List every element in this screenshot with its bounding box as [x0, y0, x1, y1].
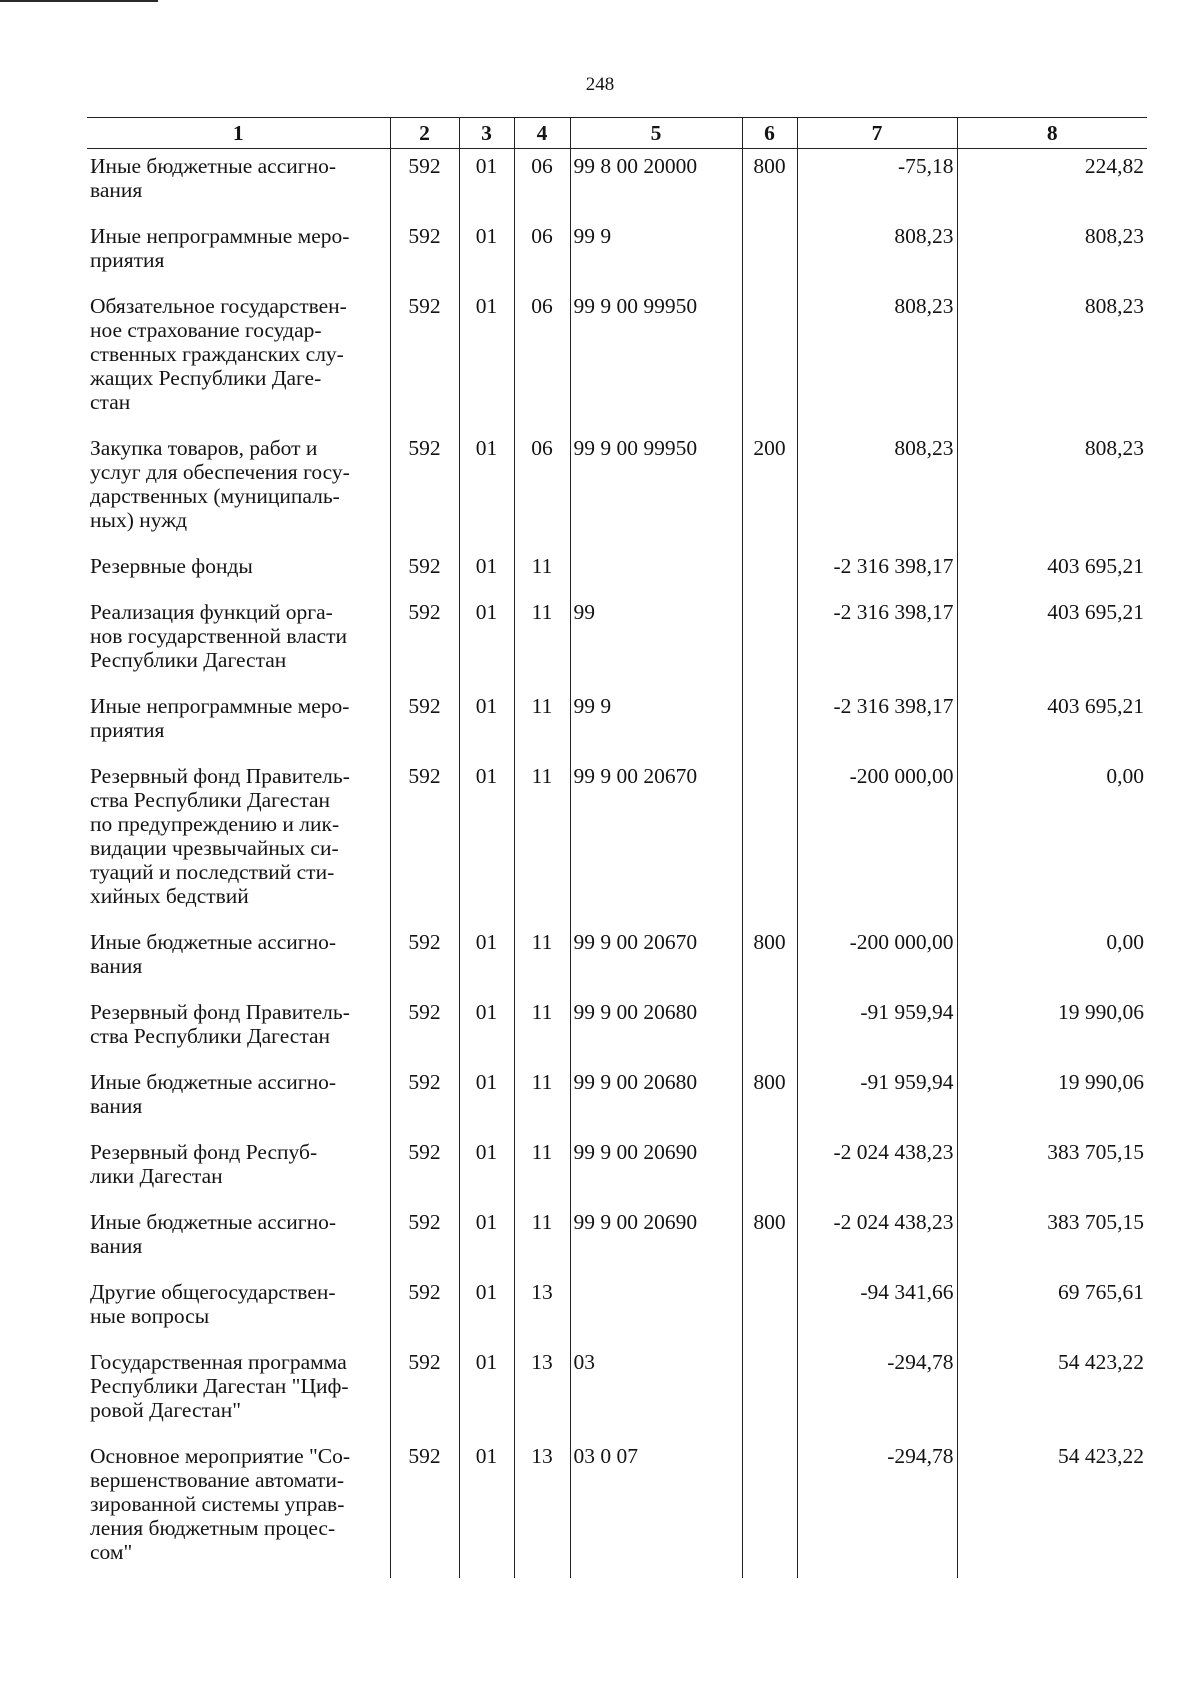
cell-section-code: 01	[459, 689, 514, 759]
cell-admin-code: 592	[390, 149, 459, 220]
cell-name-line: ные вопросы	[90, 1304, 210, 1328]
cell-total-amount: 69 765,61	[957, 1275, 1147, 1345]
cell-change-amount: -75,18	[797, 149, 957, 220]
cell-name	[87, 549, 390, 595]
header-col-5: 5	[570, 118, 742, 149]
cell-target-article: 99 9 00 20670	[570, 925, 742, 995]
cell-target-article	[570, 549, 742, 595]
cell-expense-type	[742, 595, 797, 689]
cell-change-amount: -91 959,94	[797, 995, 957, 1065]
cell-total-amount: 224,82	[957, 149, 1147, 220]
table-row	[87, 759, 1147, 925]
cell-name-line: видации чрезвычайных си-	[90, 836, 339, 860]
cell-name-line: жащих Республики Даге-	[90, 366, 322, 390]
cell-name-line: Основное мероприятие "Со-	[90, 1444, 351, 1468]
table-row	[87, 431, 1147, 549]
cell-name-line: дарственных (муниципаль-	[90, 484, 340, 508]
cell-section-code: 01	[459, 1345, 514, 1439]
cell-total-amount: 403 695,21	[957, 595, 1147, 689]
cell-change-amount: -2 316 398,17	[797, 549, 957, 595]
table-header-row	[87, 118, 1147, 149]
cell-section-code: 01	[459, 549, 514, 595]
cell-subsection-code: 11	[514, 1205, 570, 1275]
cell-name-line: ственных гражданских слу-	[90, 342, 344, 366]
cell-section-code: 01	[459, 595, 514, 689]
cell-target-article: 03	[570, 1345, 742, 1439]
cell-name-line: ровой Дагестан"	[90, 1398, 241, 1422]
cell-change-amount: -200 000,00	[797, 759, 957, 925]
cell-total-amount: 54 423,22	[957, 1439, 1147, 1578]
table-row	[87, 595, 1147, 689]
cell-change-amount: 808,23	[797, 431, 957, 549]
cell-target-article: 99 9 00 99950	[570, 431, 742, 549]
cell-target-article: 03 0 07	[570, 1439, 742, 1578]
cell-name-line: вания	[90, 954, 143, 978]
cell-subsection-code: 11	[514, 995, 570, 1065]
cell-name-line: хийных бедствий	[90, 884, 249, 908]
cell-subsection-code: 06	[514, 431, 570, 549]
header-col-3: 3	[459, 118, 514, 149]
cell-expense-type	[742, 1439, 797, 1578]
cell-total-amount: 0,00	[957, 925, 1147, 995]
cell-subsection-code: 06	[514, 219, 570, 289]
cell-expense-type: 800	[742, 149, 797, 220]
cell-name	[87, 1439, 390, 1578]
cell-admin-code: 592	[390, 1439, 459, 1578]
cell-name-line: Республики Дагестан "Циф-	[90, 1374, 349, 1398]
cell-target-article: 99 8 00 20000	[570, 149, 742, 220]
cell-name-line: Закупка товаров, работ и	[90, 436, 318, 460]
cell-name-line: зированной системы управ-	[90, 1492, 345, 1516]
cell-name	[87, 689, 390, 759]
table-row	[87, 689, 1147, 759]
cell-total-amount: 54 423,22	[957, 1345, 1147, 1439]
cell-total-amount: 808,23	[957, 431, 1147, 549]
cell-subsection-code: 11	[514, 759, 570, 925]
table-row	[87, 1439, 1147, 1578]
cell-name-line: Другие общегосударствен-	[90, 1280, 336, 1304]
cell-name-line: Резервный фонд Респуб-	[90, 1140, 318, 1164]
cell-expense-type: 800	[742, 1205, 797, 1275]
scan-edge-mark	[0, 0, 158, 2]
cell-section-code: 01	[459, 149, 514, 220]
cell-admin-code: 592	[390, 1275, 459, 1345]
cell-target-article: 99 9	[570, 219, 742, 289]
cell-admin-code: 592	[390, 1065, 459, 1135]
cell-name	[87, 1065, 390, 1135]
cell-name	[87, 1135, 390, 1205]
cell-name	[87, 1275, 390, 1345]
cell-subsection-code: 13	[514, 1439, 570, 1578]
cell-total-amount: 808,23	[957, 219, 1147, 289]
cell-name-line: Иные бюджетные ассигно-	[90, 1210, 336, 1234]
cell-expense-type	[742, 1135, 797, 1205]
page-number: 248	[585, 74, 615, 95]
cell-admin-code: 592	[390, 1205, 459, 1275]
cell-name-line: Иные бюджетные ассигно-	[90, 930, 336, 954]
cell-change-amount: -200 000,00	[797, 925, 957, 995]
cell-change-amount: -91 959,94	[797, 1065, 957, 1135]
cell-expense-type	[742, 289, 797, 431]
cell-name-line: Резервный фонд Правитель-	[90, 1000, 350, 1024]
cell-expense-type	[742, 219, 797, 289]
header-col-7: 7	[797, 118, 957, 149]
cell-expense-type	[742, 689, 797, 759]
cell-total-amount: 383 705,15	[957, 1135, 1147, 1205]
cell-subsection-code: 11	[514, 689, 570, 759]
cell-section-code: 01	[459, 1065, 514, 1135]
cell-section-code: 01	[459, 1135, 514, 1205]
cell-section-code: 01	[459, 1275, 514, 1345]
table-row	[87, 549, 1147, 595]
cell-expense-type	[742, 549, 797, 595]
cell-total-amount: 808,23	[957, 289, 1147, 431]
cell-name-line: ления бюджетным процес-	[90, 1516, 336, 1540]
cell-change-amount: -294,78	[797, 1439, 957, 1578]
header-col-2: 2	[390, 118, 459, 149]
cell-name-line: ных) нужд	[90, 508, 188, 532]
cell-name-line: по предупреждению и лик-	[90, 812, 340, 836]
cell-expense-type	[742, 759, 797, 925]
cell-target-article: 99 9 00 20690	[570, 1135, 742, 1205]
cell-expense-type	[742, 1345, 797, 1439]
cell-name-line: Иные бюджетные ассигно-	[90, 1070, 336, 1094]
cell-change-amount: -294,78	[797, 1345, 957, 1439]
cell-total-amount: 403 695,21	[957, 549, 1147, 595]
cell-name-line: приятия	[90, 248, 165, 272]
cell-section-code: 01	[459, 289, 514, 431]
cell-subsection-code: 06	[514, 149, 570, 220]
cell-name	[87, 595, 390, 689]
cell-name-line: Резервный фонд Правитель-	[90, 764, 350, 788]
table-row	[87, 1065, 1147, 1135]
cell-expense-type: 200	[742, 431, 797, 549]
cell-target-article: 99 9 00 20680	[570, 1065, 742, 1135]
cell-target-article: 99 9	[570, 689, 742, 759]
cell-section-code: 01	[459, 759, 514, 925]
cell-admin-code: 592	[390, 219, 459, 289]
cell-name-line: сом"	[90, 1540, 133, 1564]
table-row	[87, 1275, 1147, 1345]
cell-total-amount: 0,00	[957, 759, 1147, 925]
cell-name	[87, 759, 390, 925]
table-body	[87, 149, 1147, 1579]
cell-expense-type	[742, 995, 797, 1065]
cell-expense-type: 800	[742, 1065, 797, 1135]
cell-subsection-code: 06	[514, 289, 570, 431]
cell-admin-code: 592	[390, 995, 459, 1065]
cell-subsection-code: 11	[514, 595, 570, 689]
header-col-1: 1	[87, 118, 390, 149]
cell-total-amount: 19 990,06	[957, 995, 1147, 1065]
cell-subsection-code: 13	[514, 1275, 570, 1345]
cell-change-amount: -2 024 438,23	[797, 1205, 957, 1275]
cell-name	[87, 1205, 390, 1275]
cell-expense-type	[742, 1275, 797, 1345]
cell-admin-code: 592	[390, 689, 459, 759]
cell-admin-code: 592	[390, 595, 459, 689]
cell-name-line: ное страхование государ-	[90, 318, 322, 342]
cell-subsection-code: 11	[514, 925, 570, 995]
cell-name	[87, 289, 390, 431]
header-col-6: 6	[742, 118, 797, 149]
cell-change-amount: 808,23	[797, 219, 957, 289]
cell-name	[87, 995, 390, 1065]
cell-target-article: 99 9 00 20680	[570, 995, 742, 1065]
table-row	[87, 1135, 1147, 1205]
cell-name	[87, 1345, 390, 1439]
cell-total-amount: 403 695,21	[957, 689, 1147, 759]
cell-change-amount: -2 316 398,17	[797, 689, 957, 759]
cell-change-amount: -2 024 438,23	[797, 1135, 957, 1205]
cell-change-amount: -2 316 398,17	[797, 595, 957, 689]
cell-name-line: Реализация функций орга-	[90, 600, 333, 624]
cell-target-article: 99 9 00 20670	[570, 759, 742, 925]
cell-name-line: Иные непрограммные меро-	[90, 694, 350, 718]
cell-admin-code: 592	[390, 549, 459, 595]
cell-total-amount: 19 990,06	[957, 1065, 1147, 1135]
header-col-8: 8	[957, 118, 1147, 149]
cell-name-line: Иные непрограммные меро-	[90, 224, 350, 248]
cell-section-code: 01	[459, 995, 514, 1065]
table-row	[87, 995, 1147, 1065]
header-col-4: 4	[514, 118, 570, 149]
cell-name-line: вершенствование автомати-	[90, 1468, 345, 1492]
cell-name-line: услуг для обеспечения госу-	[90, 460, 350, 484]
cell-section-code: 01	[459, 431, 514, 549]
cell-name-line: стан	[90, 390, 131, 414]
cell-change-amount: 808,23	[797, 289, 957, 431]
cell-target-article	[570, 1275, 742, 1345]
cell-section-code: 01	[459, 219, 514, 289]
cell-admin-code: 592	[390, 1345, 459, 1439]
cell-name-line: туаций и последствий сти-	[90, 860, 335, 884]
cell-name	[87, 149, 390, 220]
cell-name	[87, 431, 390, 549]
table-row	[87, 219, 1147, 289]
cell-expense-type: 800	[742, 925, 797, 995]
cell-admin-code: 592	[390, 1135, 459, 1205]
cell-name-line: Государственная программа	[90, 1350, 347, 1374]
cell-name-line: Резервные фонды	[90, 554, 253, 578]
cell-section-code: 01	[459, 1439, 514, 1578]
cell-section-code: 01	[459, 925, 514, 995]
budget-table	[87, 117, 1147, 1578]
cell-admin-code: 592	[390, 759, 459, 925]
cell-subsection-code: 13	[514, 1345, 570, 1439]
cell-name	[87, 925, 390, 995]
cell-name-line: вания	[90, 178, 143, 202]
cell-name-line: Иные бюджетные ассигно-	[90, 154, 336, 178]
cell-name	[87, 219, 390, 289]
cell-subsection-code: 11	[514, 1065, 570, 1135]
cell-target-article: 99 9 00 20690	[570, 1205, 742, 1275]
cell-name-line: ства Республики Дагестан	[90, 788, 331, 812]
table-row	[87, 925, 1147, 995]
cell-target-article: 99 9 00 99950	[570, 289, 742, 431]
table-row	[87, 1205, 1147, 1275]
table-row	[87, 289, 1147, 431]
cell-name-line: приятия	[90, 718, 165, 742]
cell-name-line: вания	[90, 1234, 143, 1258]
cell-name-line: ства Республики Дагестан	[90, 1024, 331, 1048]
cell-admin-code: 592	[390, 431, 459, 549]
cell-change-amount: -94 341,66	[797, 1275, 957, 1345]
cell-admin-code: 592	[390, 925, 459, 995]
cell-subsection-code: 11	[514, 1135, 570, 1205]
cell-name-line: вания	[90, 1094, 143, 1118]
cell-name-line: нов государственной власти	[90, 624, 347, 648]
table-row	[87, 1345, 1147, 1439]
cell-admin-code: 592	[390, 289, 459, 431]
cell-subsection-code: 11	[514, 549, 570, 595]
cell-total-amount: 383 705,15	[957, 1205, 1147, 1275]
cell-section-code: 01	[459, 1205, 514, 1275]
cell-name-line: Республики Дагестан	[90, 648, 287, 672]
cell-name-line: Обязательное государствен-	[90, 294, 347, 318]
cell-target-article: 99	[570, 595, 742, 689]
cell-name-line: лики Дагестан	[90, 1164, 223, 1188]
table-row	[87, 149, 1147, 220]
